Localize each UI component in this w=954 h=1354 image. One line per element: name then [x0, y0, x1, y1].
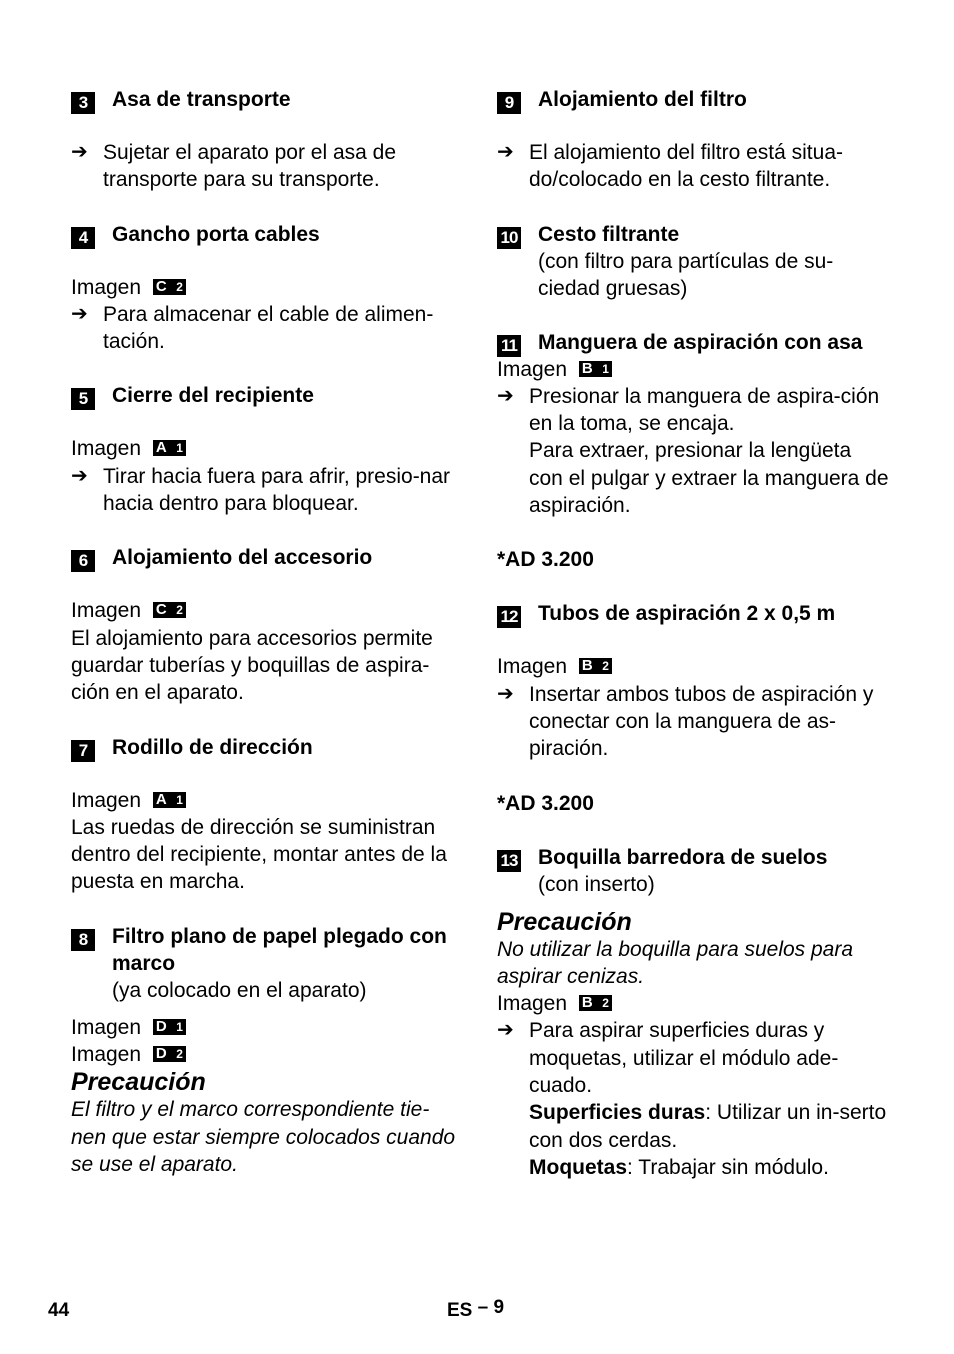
section-title: Rodillo de dirección	[112, 735, 313, 759]
figure-label-icon: B 2	[579, 658, 612, 674]
section-title: Manguera de aspiración con asa	[538, 330, 863, 354]
model-note: *AD 3.200	[497, 791, 594, 815]
caution-heading: Precaución	[71, 1068, 206, 1097]
section-title: Cierre del recipiente	[112, 384, 314, 408]
figure-reference: Imagen B 2	[497, 653, 889, 680]
item-number-badge: 7	[71, 740, 95, 762]
instruction-bullet: ➔ Para aspirar superficies duras y moquetas, utilizar el módulo ade-cuado. Superficies duras: Utilizar un in-serto con dos cerdas. Moquetas: Trabajar sin módulo.	[497, 1017, 889, 1181]
right-column	[497, 86, 889, 1181]
figure-reference: Imagen A 1	[71, 435, 463, 462]
item-number-badge: 8	[71, 929, 95, 951]
figure-reference: Imagen D 2	[71, 1041, 463, 1068]
item-number-badge: 13	[497, 850, 521, 872]
arrow-right-icon: ➔	[497, 682, 514, 705]
section-title: Tubos de aspiración 2 x 0,5 m	[538, 602, 836, 626]
figure-label-icon: B 2	[579, 995, 612, 1011]
section-subtitle: (con inserto)	[538, 872, 655, 896]
model-note: *AD 3.200	[497, 548, 594, 572]
section-title: Alojamiento del accesorio	[112, 546, 373, 570]
item-number-badge: 5	[71, 388, 95, 410]
figure-label-icon: B 1	[579, 361, 612, 377]
section-footer	[447, 1297, 504, 1319]
section-title: Boquilla barredora de suelos	[538, 845, 828, 869]
instruction-bullet: ➔ Sujetar el aparato por el asa de transporte para su transporte.	[71, 141, 397, 192]
figure-reference: Imagen C 2	[71, 597, 463, 624]
arrow-right-icon: ➔	[497, 1019, 514, 1042]
item-number-badge: 6	[71, 550, 95, 572]
item-number-badge: 9	[497, 92, 521, 114]
figure-reference: Imagen C 2	[71, 274, 463, 301]
section-4-heading	[71, 221, 463, 248]
section-5-heading	[71, 382, 463, 409]
section-13-heading	[497, 844, 889, 898]
figure-label-icon: A 1	[153, 440, 186, 456]
body-text: Las ruedas de dirección se suministran dentro del recipiente, montar antes de la puesta en marcha.	[71, 815, 447, 894]
instruction-bullet: ➔ Insertar ambos tubos de aspiración y conectar con la manguera de as-piración.	[497, 682, 874, 761]
left-column	[71, 86, 463, 1178]
figure-label-icon: C 2	[153, 279, 186, 295]
section-subtitle: (con filtro para partículas de su-ciedad gruesas)	[538, 249, 834, 300]
figure-reference: Imagen B 2	[497, 990, 889, 1017]
carpets-note: Moquetas: Trabajar sin módulo.	[529, 1155, 829, 1179]
arrow-right-icon: ➔	[497, 141, 514, 163]
figure-reference: Imagen D 1	[71, 1014, 463, 1041]
section-8-heading	[71, 923, 463, 1004]
body-text: El alojamiento para accesorios permite guardar tuberías y boquillas de aspira-ción en el aparato.	[71, 626, 433, 705]
figure-label-icon: D 1	[153, 1019, 186, 1035]
item-number-badge: 3	[71, 92, 95, 114]
section-title: Asa de transporte	[112, 88, 291, 111]
item-number-badge: 4	[71, 227, 95, 249]
section-page: – 9	[477, 1297, 505, 1318]
section-12-heading	[497, 600, 889, 627]
section-title: Gancho porta cables	[112, 222, 320, 246]
section-9-heading	[497, 86, 889, 113]
instruction-bullet: ➔ El alojamiento del filtro está situa-do/colocado en la cesto filtrante.	[497, 141, 843, 192]
instruction-bullet: ➔ Para almacenar el cable de alimen-tación.	[71, 302, 434, 354]
section-10-heading	[497, 221, 889, 302]
instruction-bullet: ➔ Presionar la manguera de aspira-ción en la toma, se encaja. Para extraer, presionar la lengüeta con el pulgar y extraer la manguera de aspiración.	[497, 384, 889, 518]
section-7-heading	[71, 734, 463, 761]
arrow-right-icon: ➔	[497, 384, 514, 407]
figure-label-icon: A 1	[153, 792, 186, 808]
caution-text: El filtro y el marco correspondiente tie-nen que estar siempre colocados cuando se use el aparato.	[71, 1098, 456, 1176]
hard-surfaces-note: Superficies duras: Utilizar un in-serto con dos cerdas.	[529, 1101, 887, 1152]
section-title: Cesto filtrante	[538, 222, 680, 246]
section-title: Filtro plano de papel plegado con marco	[112, 924, 447, 975]
figure-reference: Imagen B 1	[497, 356, 889, 383]
figure-reference: Imagen A 1	[71, 787, 463, 814]
figure-label-icon: D 2	[153, 1046, 186, 1062]
instruction-bullet: ➔ Tirar hacia fuera para afrir, presio-nar hacia dentro para bloquear.	[71, 464, 451, 516]
arrow-right-icon: ➔	[71, 302, 88, 325]
language-code: ES	[447, 1300, 473, 1321]
item-number-badge: 11	[497, 335, 521, 357]
section-11-heading	[497, 329, 889, 356]
section-title: Alojamiento del filtro	[538, 88, 747, 111]
caution-heading: Precaución	[497, 907, 632, 936]
caution-text: No utilizar la boquilla para suelos para aspirar cenizas.	[497, 937, 854, 988]
item-number-badge: 12	[497, 606, 521, 628]
arrow-right-icon: ➔	[71, 464, 88, 487]
page-number: 44	[48, 1300, 70, 1321]
section-6-heading	[71, 544, 463, 571]
figure-label-icon: C 2	[153, 602, 186, 618]
arrow-right-icon: ➔	[71, 141, 88, 163]
section-3-heading	[71, 86, 463, 113]
section-subtitle: (ya colocado en el aparato)	[112, 978, 367, 1002]
item-number-badge: 10	[497, 227, 521, 249]
